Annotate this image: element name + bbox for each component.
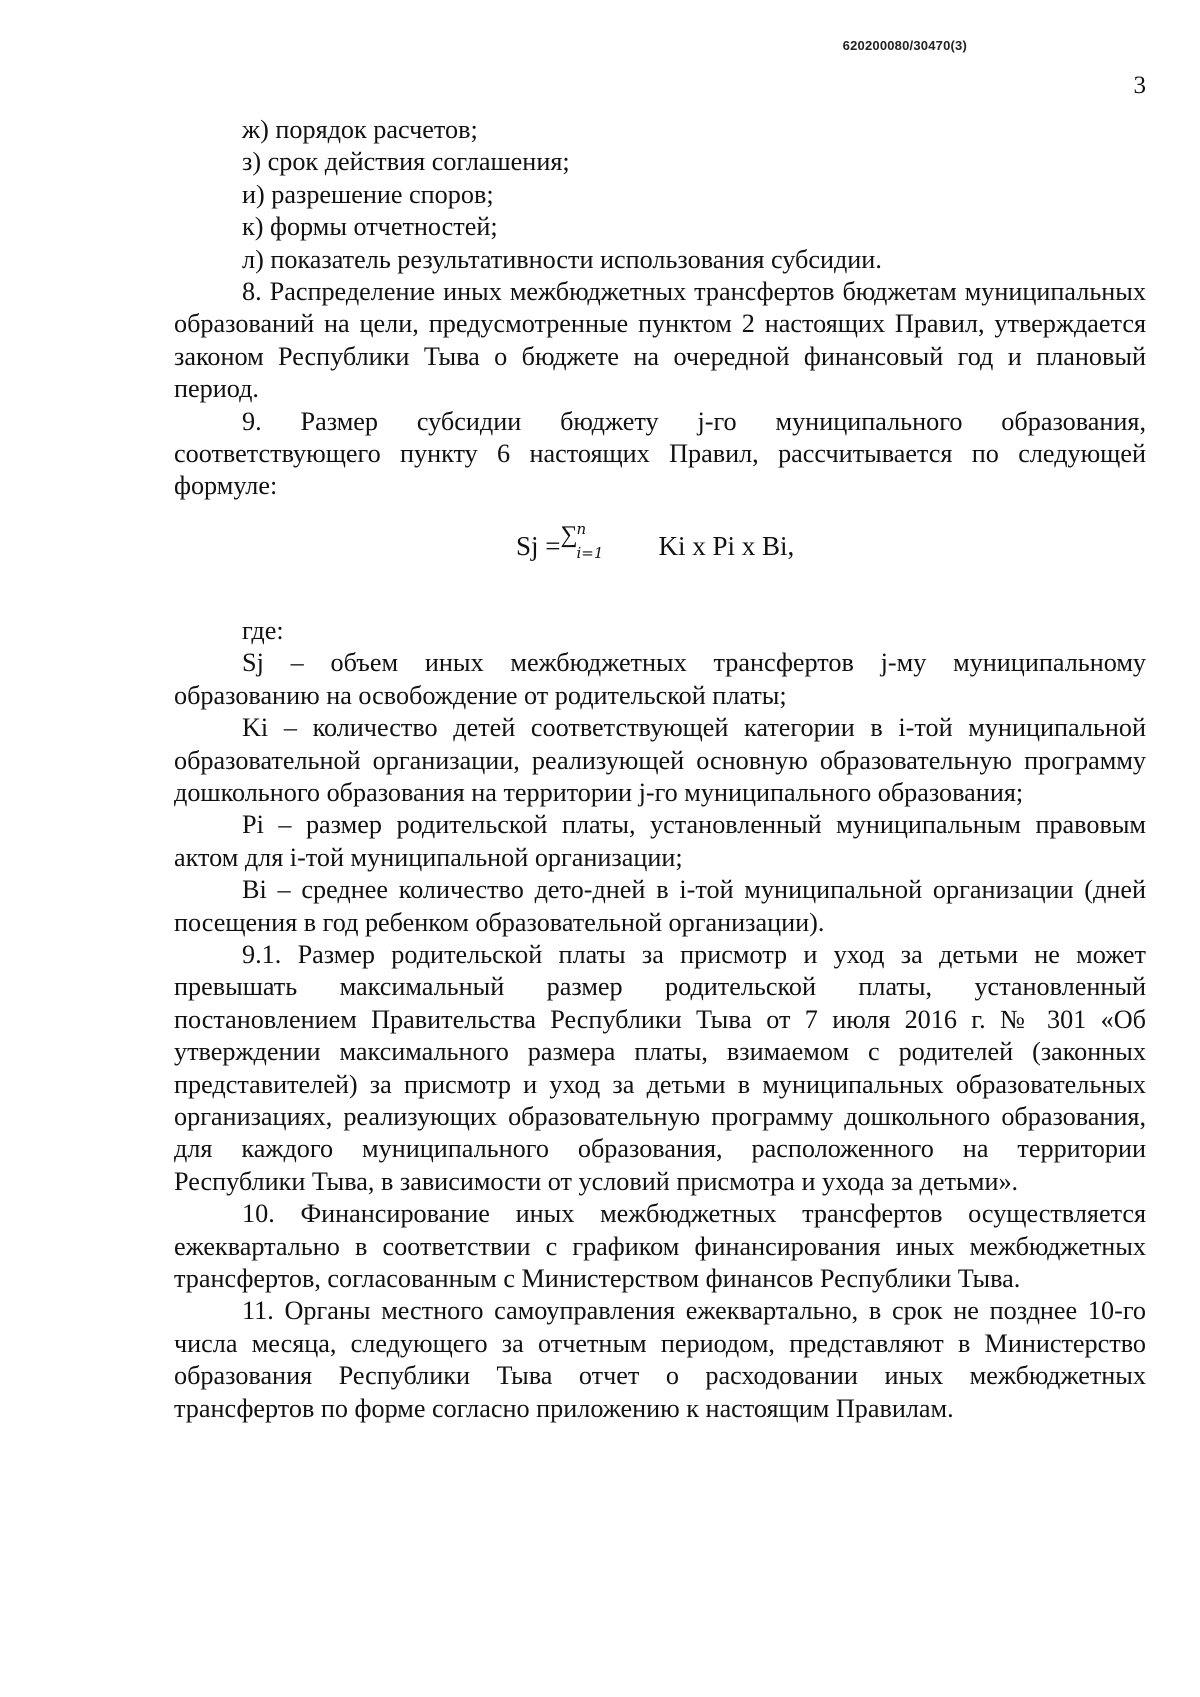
formula-rhs: Ki x Pi x Bi, [658, 530, 795, 561]
document-body [174, 114, 1146, 1425]
definition-ki: Ki – количество детей соответствующей категории в i-той муниципальной образовательной организации, реализующей основную образовательную программу дошкольного образования на территории j-го муниципального образования; [174, 713, 1146, 807]
sum-lower-limit: i=1 [576, 543, 604, 562]
paragraph-11: 11. Органы местного самоуправления ежеквартально, в срок не позднее 10-го числа месяца, следующего за отчетным периодом, представляют в Министерство образования Республики Тыва отчет о расходовании иных межбюджетных трансфертов по форме согласно приложению к настоящим Правилам. [174, 1296, 1146, 1423]
list-item-k: к) формы отчетностей; [242, 212, 498, 242]
sigma-symbol: ∑ [560, 521, 578, 548]
formula-sum [560, 519, 623, 562]
where-label: где: [242, 615, 284, 645]
list-item-i: и) разрешение споров; [242, 179, 494, 209]
paragraph-9: 9. Размер субсидии бюджету j-го муниципального образования, соответствующего пункту 6 настоящих Правил, рассчитывается по следующей формуле: [174, 406, 1146, 501]
paragraph-8: 8. Распределение иных межбюджетных трансфертов бюджетам муниципальных образований на цели, предусмотренные пунктом 2 настоящих Правил, утверждается законом Республики Тыва о бюджете на очередной финансовый год и плановый период. [174, 277, 1146, 404]
definition-bi: Bi – среднее количество дето-дней в i-той муниципальной организации (дней посещения в год ребенком образовательной организации). [174, 875, 1146, 937]
definition-sj: Sj – объем иных межбюджетных трансфертов j-му муниципальному образованию на освобождение от родительской платы; [174, 648, 1146, 710]
paragraph-9-1: 9.1. Размер родительской платы за присмотр и уход за детьми не может превышать максимальный размер родительской платы, установленный постановлением Правительства Республики Тыва от 7 июля 2016 г. № 301 «Об утверждении максимального размера платы, взимаемом с родителей (законных представителей) за присмотр и уход за детьми в муниципальных образовательных организациях, реализующих образовательную программу дошкольного образования, для каждого муниципального образования, расположенного на территории Республики Тыва, в зависимости от условий присмотра и ухода за детьми». [174, 939, 1146, 1196]
page-number: 3 [1133, 72, 1146, 99]
sum-upper-limit: n [576, 519, 587, 538]
formula-lhs: Sj = [516, 530, 561, 561]
list-item-zh: ж) порядок расчетов; [242, 115, 478, 144]
definition-pi: Pi – размер родительской платы, установленный муниципальным правовым актом для i-той муниципальной организации; [174, 810, 1146, 872]
list-item-z: з) срок действия соглашения; [242, 147, 570, 177]
subsidy-formula [174, 521, 1146, 567]
paragraph-10: 10. Финансирование иных межбюджетных трансфертов осуществляется ежеквартально в соответствии с графиком финансирования иных межбюджетных трансфертов, согласованным с Министерством финансов Республики Тыва. [174, 1199, 1146, 1293]
list-item-l: л) показатель результативности использования субсидии. [242, 244, 882, 274]
document-code: 620200080/30470(3) [842, 38, 967, 53]
